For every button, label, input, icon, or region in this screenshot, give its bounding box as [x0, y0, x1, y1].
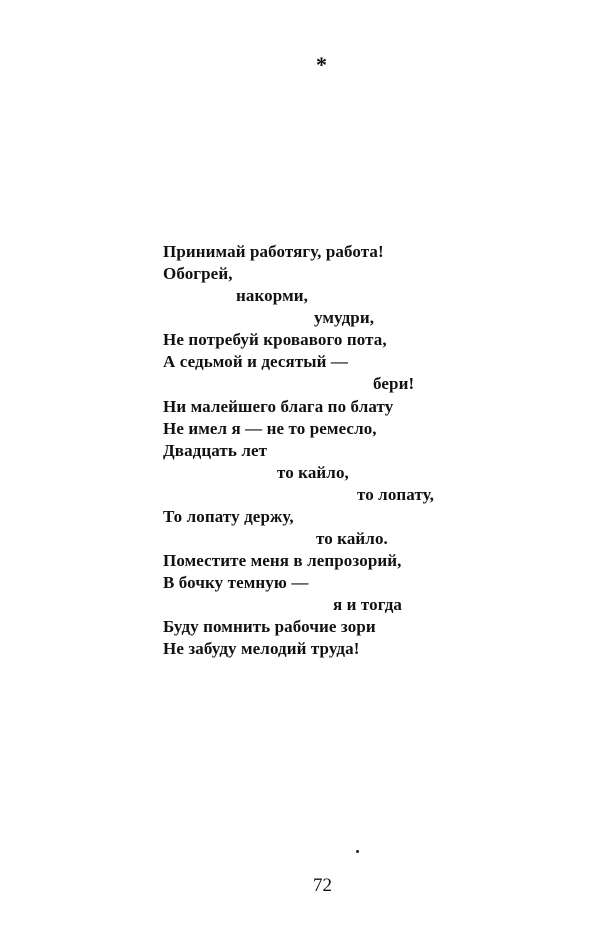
poem-line: Принимай работягу, работа! [163, 242, 384, 261]
print-speck [356, 850, 359, 853]
poem-line: А седьмой и десятый — [163, 352, 348, 371]
poem-line: умудри, [314, 308, 375, 327]
poem-line: то кайло. [316, 529, 388, 548]
poem-line: Поместите меня в лепрозорий, [163, 551, 402, 570]
page-number: 72 [313, 875, 332, 896]
poem-line: Не имел я — не то ремесло, [163, 419, 377, 438]
poem-line: Не потребуй кровавого пота, [163, 330, 387, 349]
poem-line: Буду помнить рабочие зори [163, 617, 376, 636]
poem-line: То лопату держу, [163, 507, 294, 526]
section-asterisk: * [316, 52, 327, 77]
poem-line: накорми, [236, 286, 308, 305]
poem-line: Обогрей, [163, 264, 233, 283]
poem-line: Не забуду мелодий труда! [163, 639, 360, 658]
poem-line: В бочку темную — [163, 573, 309, 592]
poem-line: я и тогда [333, 595, 402, 614]
poem [0, 241, 609, 671]
poem-line: то кайло, [277, 463, 349, 482]
poem-line: бери! [373, 374, 415, 393]
poem-line: Ни малейшего блага по блату [163, 397, 394, 416]
poem-line: Двадцать лет [163, 441, 268, 460]
poem-line: то лопату, [357, 485, 434, 504]
